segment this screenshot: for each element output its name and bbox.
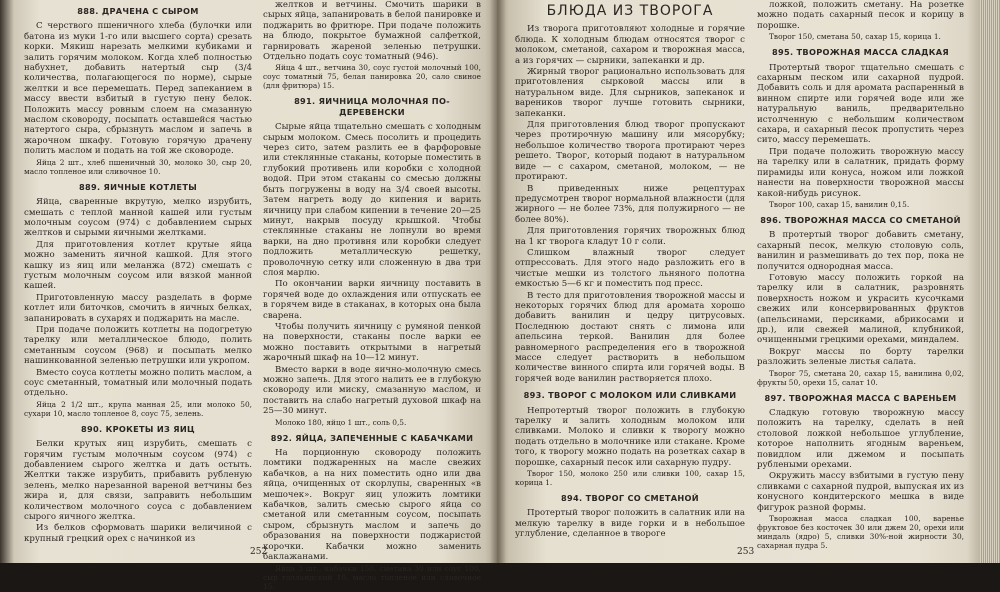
right-page-column-1 [515,0,745,541]
paragraph: В протертый творог добавить сметану, сахарный песок, мелкую столовую соль, ванилин и размешивать до тех пор, пока не получится однородная масса. [757,230,964,272]
book-gutter [490,0,506,563]
paragraph: ложкой, положить сметану. На розетке можно подать сахарный песок и корицу в порошке. [757,0,964,31]
ingredients-line: Яйца 4 шт., ветчина 30, соус густой молочный 100, соус томатный 75, белая панировка 20, сало свиное (для фритюра) 15. [263,63,481,91]
recipe-heading: 893. ТВОРОГ С МОЛОКОМ ИЛИ СЛИВКАМИ [523,390,737,401]
paragraph: На порционную сковороду положить ломтики поджаренных на масле свежих кабачков, а на них поместить одно или два яйца, очищенных от скорлупы, сваренных «в мешочек». Вокруг яиц уложить ломтики кабачков, залить смесью сырого яйца со сметаной или сметанным соусом, посыпать сыром, сбрызнуть маслом и запечь до образования на поверхности поджаристой корочки. Кабачки можно заменить баклажанами. [263,448,481,563]
paragraph: Готовую массу положить горкой на тарелку или в салатник, разровнять поверхность ножом и украсить кусочками свежих или консервированных фруктов (апельсинами, персиками, абрикосами и др.), или свежей малиной, клубникой, очищенными грецкими орехами, миндалем. [757,272,964,346]
ingredients-line: Творожная масса сладкая 100, варенье фруктовое без косточек 30 или джем 20, орехи или миндаль (ядро) 5, сливки 30%-ной жирности 30, сахарная пудра 5. [757,514,964,551]
recipe-heading: 896. ТВОРОЖНАЯ МАССА СО СМЕТАНОЙ [760,214,961,225]
paragraph: При подаче положить котлеты на подогретую тарелку или металлическое блюдо, полить сметанным соусом (968) и посыпать мелко нашинкованной зеленью петрушки или укропом. [24,324,252,367]
paragraph: Яйца, сваренные вкрутую, мелко изрубить, смешать с теплой манной кашей или густым молочным соусом (974) с добавлением сырых желтков и сырыми яичными желтками. [24,197,252,239]
paragraph: При подаче положить творожную массу на тарелку или в салатник, придать форму пирамиды или конуса, ножом или ложкой нанести на поверхности творожной массы какой-нибудь рисунок. [757,146,964,199]
ingredients-line: Яйца 2 1/2 шт., крупа манная 25, или молоко 50, сухари 10, масло топленое 8, соус 75, зелень. [24,399,252,418]
recipe-heading: 891. ЯИЧНИЦА МОЛОЧНАЯ ПО-ДЕРЕВЕНСКИ [294,96,450,117]
paragraph: Вместо соуса котлеты можно полить маслом, а соус сметанный, томатный или молочный подать отдельно. [24,367,252,399]
right-page-number: 253 [737,547,755,557]
ingredients-line: Яйца 3 шт., кабачки 150, сметана 30 или соус 100, сыр голландский 10, масло топленое или сливочное 15. [263,563,481,591]
paragraph: В приведенных ниже рецептурах предусмотрен творог нормальной влажности (для жирного — не более 73%, для полужирного — не более 80%). [515,183,745,225]
left-page-column-1 [24,0,252,545]
ingredients-line: Творог 100, сахар 15, ванилин 0,15. [769,199,910,209]
paragraph: Жирный творог рационально использовать для приготовления сырковой массы или в натуральном виде. Для сырников, запеканок и вареников творог лучше готовить сырники, запеканки. [515,67,745,119]
paragraph: В тесто для приготовления творожной массы и некоторых горячих блюд для аромата хорошо добавить ванилин и цедру цитрусовых. Последнюю достают снять с лимона или апельсина теркой. Ванилин для более равномерного распределения его в творожной массе следует растворить в небольшом количестве винного спирта или горячей воды. В горячей воде ванилин растворяется плохо. [515,290,745,384]
recipe-heading: 892. ЯЙЦА, ЗАПЕЧЕННЫЕ С КАБАЧКАМИ [270,432,474,443]
chapter-title: БЛЮДА ИЗ ТВОРОГА [546,3,714,19]
paragraph: Протертый творог тщательно смешать с сахарным песком или сахарной пудрой. Добавить соль и для аромата распаренный в винном спирте или горячей воде или же натуральную ваниль, предварительно истолченную с небольшим количеством сахара, и сахарный песок пропустить через сито, массу перемешать. [757,62,964,146]
ingredients-line: Яйца 2 шт., хлеб пшеничный 30, молоко 30, сыр 20, масло топленое или сливочное 10. [24,157,252,176]
paragraph: Для приготовления горячих творожных блюд на 1 кг творога кладут 10 г соли. [515,226,745,247]
left-page [0,0,497,591]
paragraph: Чтобы получить яичницу с румяной пенкой на поверхности, стаканы после варки ее можно поставить открытыми в нагретый жарочный шкаф на 10—12 минут. [263,321,481,364]
paragraph: Слишком влажный творог следует отпрессовать. Для этого надо разложить его в чистые мешки из толстого льняного полотна емкостью 5—6 кг и поместить под пресс. [515,247,745,290]
recipe-heading: 888. ДРАЧЕНА С СЫРОМ [77,6,199,16]
page-edges [980,0,1000,563]
paragraph: С черствого пшеничного хлеба (булочки или батона из муки 1-го или высшего сорта) срезать корки. Мякиш нарезать мелкими кубиками и залить горячим молоком. Когда хлеб полностью набухнет, добавить натертый сыр (3/4 количества, полагающегося по норме), сырые желтки и все перемешать. Перед запеканием в массу ввести взбитый в густую пену белок. Положить массу ровным слоем на смазанную маслом сковороду, посыпать оставшейся частью натертого сыра, сбрызнуть маслом и запечь в жарочном шкафу. Готовую горячую драчену полить маслом и подать на той же сковороде. [24,21,252,157]
recipe-heading: 894. ТВОРОГ СО СМЕТАНОЙ [561,493,699,504]
paragraph: Для приготовления блюд творог пропускают через протирочную машину или мясорубку; небольшое количество творога протирают через решето. Творог, который подают в натуральном виде — с сахаром, сметаной, молоком, — не протирают. [515,120,745,183]
ingredients-line: Творог 150, молоко 250 или сливки 100, сахар 15, корица 1. [515,469,745,488]
ingredients-line: Творог 75, сметана 20, сахар 15, ванилина 0,02, фрукты 50, орехи 15, салат 10. [757,368,964,387]
paragraph: Вместо варки в воде яично-молочную смесь можно запечь. Для этого налить ее в глубокую сковороду или миску, смазанную маслом, и поставить на слабо нагретый духовой шкаф на 25—30 минут. [263,364,481,417]
paragraph: Окружить массу взбитыми в густую пену сливками с сахарной пудрой, выпуская их из конусного кондитерского мешка в виде фигурок разной формы. [757,471,964,513]
recipe-heading: 895. ТВОРОЖНАЯ МАССА СЛАДКАЯ [771,47,950,58]
paragraph: Приготовленную массу разделать в форме котлет или биточков, смочить в яичных белках, запанировать в сухарях и поджарить на масле. [24,292,252,324]
right-page-column-2 [757,0,964,551]
recipe-heading: 897. ТВОРОЖНАЯ МАССА С ВАРЕНЬЕМ [764,392,957,403]
ingredients-line: Молоко 180, яйцо 1 шт., соль 0,5. [275,417,407,427]
paragraph: Вокруг массы по борту тарелки разложить зеленые листья салата. [757,346,964,368]
paragraph: Из творога приготовляют холодные и горячие блюда. К холодным блюдам относятся творог с молоком, сметаной, сахаром и творожная масса, а из горячих — сырники, запеканки и др. [515,24,745,66]
paragraph: Сладкую готовую творожную массу положить на тарелку, сделать в ней столовой ложкой небольшое углубление, которое наполнить ягодным вареньем, повидлом или джемом и посыпать рублеными орехами. [757,408,964,471]
right-page [497,0,980,563]
recipe-heading: 890. КРОКЕТЫ ИЗ ЯИЦ [81,423,195,434]
paragraph: Сырые яйца тщательно смешать с холодным сырым молоком. Смесь посолить и процедить через сито, затем разлить ее в фарфоровые или стеклянные стаканы, которые поместить в глубокий противень или коробки с холодной водой. При этом стаканы со смесью должны быть погружены в воду на 3/4 своей высоты. Затем нагреть воду до кипения и варить яичницу при слабом кипении в течение 20—25 минут, накрыв посуду крышкой. Чтобы стеклянные стаканы не лопнули во время варки, на дно противня или коробки следует подложить металлическую решетку, проволочную сетку или сложенную в два три слоя марлю. [263,122,481,278]
paragraph: Для приготовления котлет крутые яйца можно заменить яичной кашкой. Для этого кашку из яиц или меланжа (872) смешать с густым молочным соусом или вязкой манной кашей. [24,239,252,292]
left-page-column-2 [263,0,481,592]
paragraph: По окончании варки яичницу поставить в горячей воде до охлаждения или отпускать ее в горячем виде в стаканах, в которых она была сварена. [263,279,481,321]
paragraph: желтков и ветчины. Смочить шарики в сырых яйца, запанировать в белой панировке и поджарить во фритюре. При подаче положить на блюдо, покрытое бумажной салфеткой, гарнировать жареной зеленью петрушки. Отдельно подать соус томатный (946). [263,0,481,63]
paragraph: Протертый творог положить в салатник или на мелкую тарелку в виде горки и в небольшое углубление, сделанное в твороге [515,508,745,540]
left-page-number: 252 [250,547,268,557]
paragraph: Из белков сформовать шарики величиной с крупный грецкий орех с начинкой из [24,523,252,544]
recipe-heading: 889. ЯИЧНЫЕ КОТЛЕТЫ [78,181,197,192]
paragraph: Непротертый творог положить в глубокую тарелку и залить холодным молоком или сливками. Молоко и сливки к творогу можно подать отдельно в молочнике или стакане. Кроме того, к творогу можно подать на розетках сахар в порошке, сахарный песок или сахарную пудру. [515,405,745,468]
paragraph: Белки крутых яиц изрубить, смешать с горячим густым молочным соусом (974) с добавлением сырого желтка и дать остыть. Желтки также изрубить, прибавить рубленую зелень, мелко нарезанной вареной ветчины без жира и, для связи, заправить небольшим количеством молочного соуса с добавлением сырого яичного желтка. [24,439,252,523]
right-page-column-1-body [515,24,745,539]
ingredients-line: Творог 150, сметана 50, сахар 15, корица 1. [769,32,941,42]
